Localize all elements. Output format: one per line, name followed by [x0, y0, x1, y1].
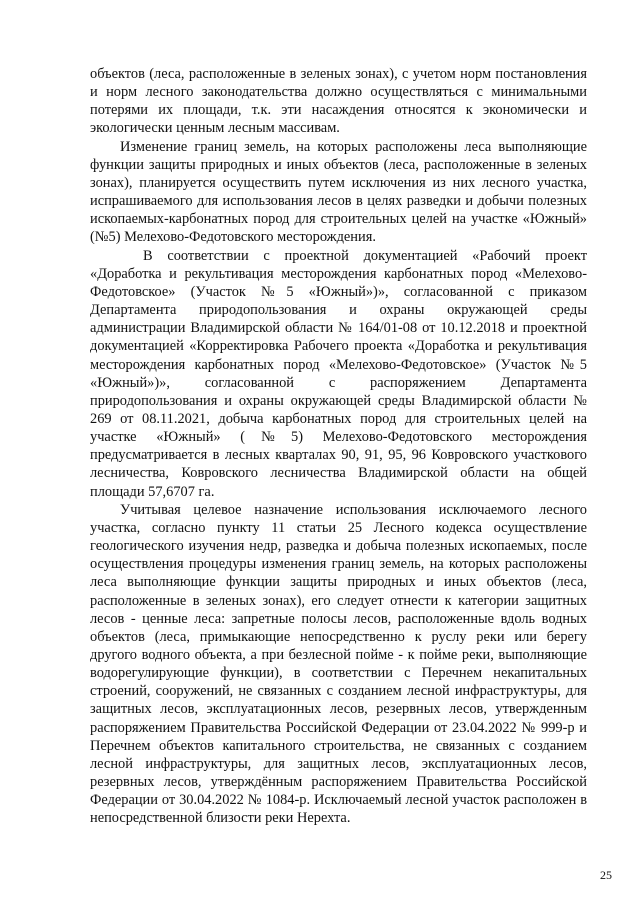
paragraph-boundary-change: Изменение границ земель, на которых расположены леса выполняющие функции защиты природных и иных объектов (леса, расположенные в зеленых зонах), планируется осуществить путем исключения из них лесного участка, испрашиваемого для использования лесов в целях разведки и добычи полезных ископаемых-карбонатных пород для строительных целей на участке «Южный» (№5) Мелехово-Федотовского месторождения. — [90, 138, 587, 246]
paragraph-project-documentation: В соответствии с проектной документацией «Рабочий проект «Доработка и рекультивация месторождения карбонатных пород «Мелехово-Федотовское» (Участок №5 «Южный»)», согласованной с приказом Департамента природопользования и охраны окружающей среды администрации Владимирской области № 164/01-08 от 10.12.2018 и проектной документацией «Корректировка Рабочего проекта «Доработка и рекультивация месторождения карбонатных пород «Мелехово-Федотовское» (Участок №5 «Южный»)», согласованной с распоряжением Департамента природопользования и охраны окружающей среды Владимирской области № 269 от 08.11.2021, добыча карбонатных пород для строительных целей на участке «Южный» (№5) Мелехово-Федотовского месторождения предусматривается в лесных кварталах 90, 91, 95, 96 Ковровского участкового лесничества, Ковровского лесничества Владимирской области на общей площади 57,6707 га. — [90, 247, 587, 500]
document-page — [90, 65, 587, 828]
paragraph-protective-forest-category: Учитывая целевое назначение использования исключаемого лесного участка, согласно пункту 11 статьи 25 Лесного кодекса осуществление геологического изучения недр, разведка и добыча полезных ископаемых, после осуществления процедуры изменения границ земель, на которых расположены леса выполняющие функции защиты природных и иных объектов (леса, расположенные в зеленых зонах), его следует отнести к категории защитных лесов - ценные леса: запретные полосы лесов, расположенные вдоль водных объектов (леса, примыкающие непосредственно к руслу реки или берегу другого водного объекта, а при безлесной пойме - к пойме реки, выполняющие водорегулирующие функции), в соответствии с Перечнем некапитальных строений, сооружений, не связанных с созданием лесной инфраструктуры, для защитных лесов, эксплуатационных лесов, резервных лесов, утвержденным распоряжением Правительства Российской Федерации от 23.04.2022 № 999-р и Перечнем объектов капитального строительства, не связанных с созданием лесной инфраструктуры, для защитных лесов, эксплуатационных лесов, резервных лесов, утверждённым распоряжением Правительства Российской Федерации от 30.04.2022 № 1084-р. Исключаемый лесной участок расположен в непосредственной близости реки Нерехта. — [90, 501, 587, 827]
page-number: 25 — [600, 868, 612, 882]
paragraph-continuation: объектов (леса, расположенные в зеленых зонах), с учетом норм постановления и норм лесного законодательства должно осуществляться с минимальными потерями их площади, т.к. эти насаждения относятся к экономически и экологически ценным лесным массивам. — [90, 66, 587, 137]
